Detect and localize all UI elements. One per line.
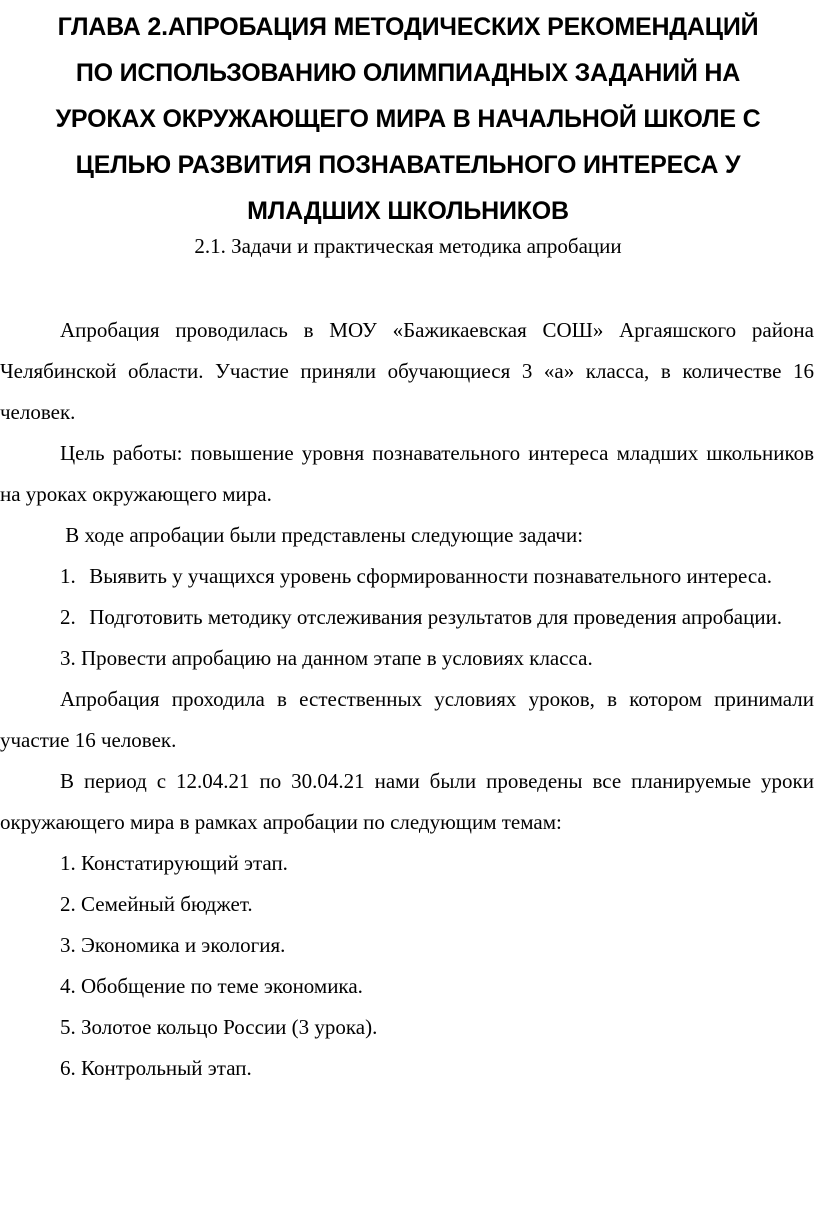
task-item	[0, 556, 814, 597]
task-text: Выявить у учащихся уровень сформированности познавательного интереса.	[89, 564, 772, 588]
paragraph-tasks-intro: В ходе апробации были представлены следующие задачи:	[60, 523, 584, 547]
paragraph-goal: Цель работы: повышение уровня познавательного интереса младших школьников на уроках окружающего мира.	[0, 441, 814, 506]
topic-item: 2. Семейный бюджет.	[60, 892, 253, 916]
chapter-title-line: УРОКАХ ОКРУЖАЮЩЕГО МИРА В НАЧАЛЬНОЙ ШКОЛЕ С	[55, 105, 761, 133]
task-item	[0, 638, 814, 679]
paragraph-period: В период с 12.04.21 по 30.04.21 нами были проведены все планируемые уроки окружающего мира в рамках апробации по следующим темам:	[0, 769, 814, 834]
topic-item: 6. Контрольный этап.	[60, 1056, 252, 1080]
chapter-title-line: ЦЕЛЬЮ РАЗВИТИЯ ПОЗНАВАТЕЛЬНОГО ИНТЕРЕСА У	[75, 151, 741, 179]
task-text: Подготовить методику отслеживания результатов для проведения апробации.	[89, 605, 783, 629]
section-title: 2.1. Задачи и практическая методика апробации	[194, 234, 622, 258]
task-number: 3.	[60, 646, 76, 670]
body-text	[0, 310, 814, 1089]
task-number: 2.	[60, 605, 76, 629]
topic-item: 4. Обобщение по теме экономика.	[60, 974, 363, 998]
chapter-title	[0, 4, 816, 234]
paragraph-approbation-place: Апробация проводилась в МОУ «Бажикаевская СОШ» Аргаяшского района Челябинской области. Участие приняли обучающиеся 3 «а» класса, в количестве 16 человек.	[0, 318, 814, 424]
topic-item: 5. Золотое кольцо России (3 урока).	[60, 1015, 378, 1039]
chapter-title-line: МЛАДШИХ ШКОЛЬНИКОВ	[247, 197, 569, 225]
paragraph-conditions: Апробация проходила в естественных условиях уроков, в котором принимали участие 16 человек.	[0, 687, 814, 752]
topic-item: 1. Констатирующий этап.	[60, 851, 288, 875]
task-number: 1.	[60, 564, 76, 588]
chapter-title-line: ГЛАВА 2.АПРОБАЦИЯ МЕТОДИЧЕСКИХ РЕКОМЕНДАЦИЙ	[57, 13, 759, 41]
topic-item: 3. Экономика и экология.	[60, 933, 286, 957]
chapter-title-line: ПО ИСПОЛЬЗОВАНИЮ ОЛИМПИАДНЫХ ЗАДАНИЙ НА	[75, 59, 741, 87]
task-text: Провести апробацию на данном этапе в условиях класса.	[81, 646, 593, 670]
task-item	[0, 597, 814, 638]
